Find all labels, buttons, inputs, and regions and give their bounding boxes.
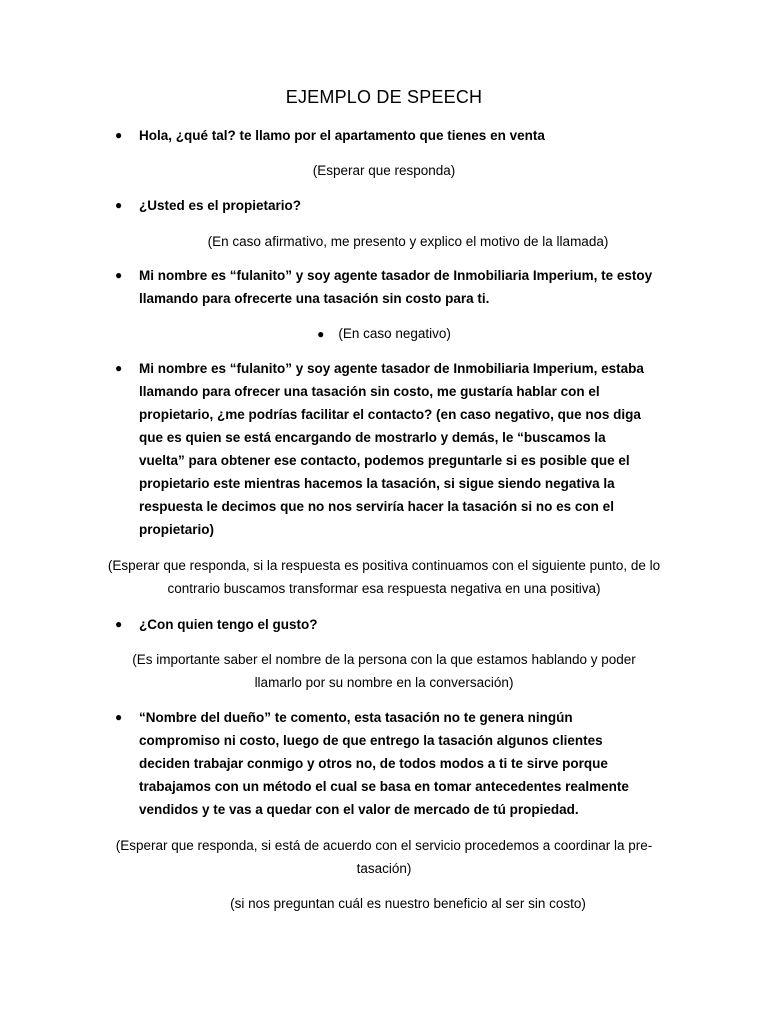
bullet-text: Mi nombre es “fulanito” y soy agente tasador de Inmobiliaria Imperium, te estoy llamando para ofrecerte una tasación sin costo para ti. xyxy=(139,268,653,306)
bullet-dot-icon: ● xyxy=(115,710,123,724)
bullet-text: Mi nombre es “fulanito” y soy agente tasador de Inmobiliaria Imperium, estaba llamando para ofrecer una tasación sin costo, me gustaría hablar con el propietario, ¿me podrías facilitar el contacto? (en caso negativo, que nos diga que es quien se está encargando de mostrarlo y demás, le “buscamos la vuelta” para obtener ese contacto, podemos preguntarle si es posible que el propietario este mientras hacemos la tasación, si sigue siendo negativa la respuesta le decimos que no nos serviría hacer la tasación si no es con el propietario) xyxy=(139,361,644,537)
instruction-note: (Esperar que responda) xyxy=(312,163,456,178)
speech-bullet-introduction xyxy=(115,264,655,310)
bullet-dot-icon: ● xyxy=(115,268,123,282)
instruction-note: (Esperar que responda, si está de acuerdo con el servicio procedemos a coordinar la pre-tasación) xyxy=(115,838,653,876)
instruction-note-bullet xyxy=(0,322,768,346)
bullet-text: ¿Con quien tengo el gusto? xyxy=(139,617,318,632)
note-text: (En caso negativo) xyxy=(338,326,451,341)
instruction-note: (Esperar que responda, si la respuesta es positiva continuamos con el siguiente punto, de lo contrario buscamos transformar esa respuesta negativa en una positiva) xyxy=(107,558,661,596)
speech-bullet-greeting xyxy=(115,124,655,147)
bullet-dot-icon: ● xyxy=(115,361,123,375)
bullet-text: “Nombre del dueño” te comento, esta tasación no te genera ningún compromiso ni costo, luego de que entrego la tasación algunos clientes deciden trabajar conmigo y otros no, de todos modos a ti te sirve porque trabajamos con un método el cual se basa en tomar antecedentes realmente vendidos y te vas a quedar con el valor de mercado de tú propiedad. xyxy=(139,710,629,817)
bullet-dot-icon: ● xyxy=(115,617,123,631)
speech-bullet-negative-case xyxy=(115,357,655,541)
instruction-note: (En caso afirmativo, me presento y explico el motivo de la llamada) xyxy=(207,234,609,249)
instruction-note: (Es importante saber el nombre de la persona con la que estamos hablando y poder llamarlo por su nombre en la conversación) xyxy=(132,652,636,690)
bullet-text: Hola, ¿qué tal? te llamo por el apartamento que tienes en venta xyxy=(139,128,545,143)
document-title: EJEMPLO DE SPEECH xyxy=(285,87,483,107)
bullet-dot-icon: ● xyxy=(317,327,325,341)
speech-bullet-offer-explanation xyxy=(115,706,655,821)
bullet-dot-icon: ● xyxy=(115,198,123,212)
bullet-dot-icon: ● xyxy=(115,128,123,142)
speech-bullet-name-question xyxy=(115,613,655,636)
bullet-text: ¿Usted es el propietario? xyxy=(139,198,302,213)
instruction-note: (si nos preguntan cuál es nuestro beneficio al ser sin costo) xyxy=(230,896,586,911)
speech-bullet-owner-question xyxy=(115,194,655,217)
